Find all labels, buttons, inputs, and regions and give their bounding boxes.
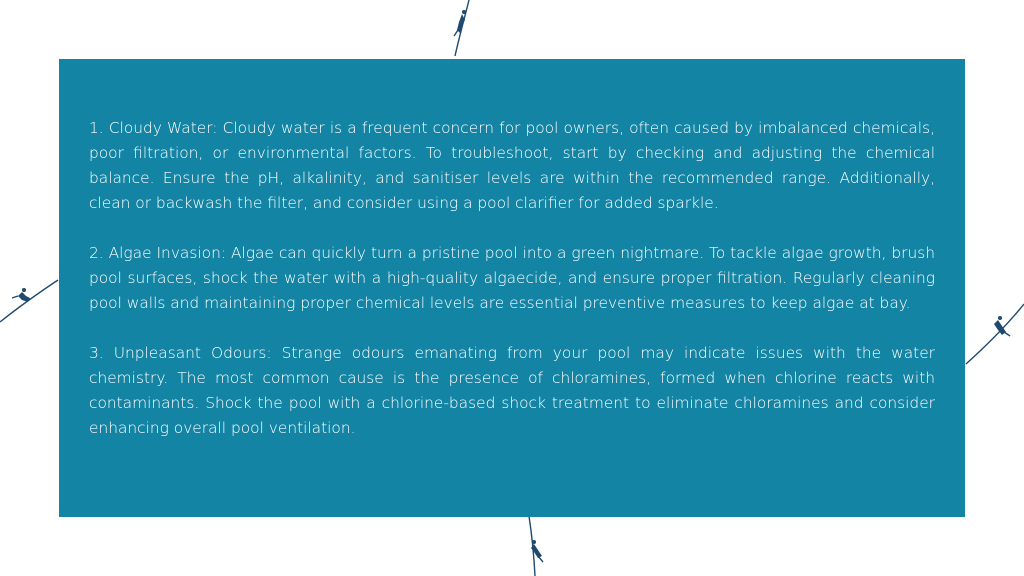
paragraph-cloudy-water: 1. Cloudy Water: Cloudy water is a frequent concern for pool owners, often caused by imbalanced chemicals, poor filtration, or environmental factors. To troubleshoot, start by checking and adjusting the chemical balance. Ensure the pH, alkalinity, and sanitiser levels are within the recommended range. Additionally, clean or backwash the filter, and consider using a pool clarifier for added sparkle. bbox=[89, 119, 935, 212]
diver-figure-icon bbox=[516, 516, 556, 576]
diver-figure-icon bbox=[0, 276, 60, 326]
diver-figure-icon bbox=[964, 302, 1024, 366]
content-panel bbox=[59, 59, 965, 517]
paragraph-unpleasant-odours: 3. Unpleasant Odours: Strange odours emanating from your pool may indicate issues with the water chemistry. The most common cause is the presence of chloramines, formed when chlorine reacts with contaminants. Shock the pool with a chlorine-based shock treatment to eliminate chloramines and consider enhancing overall pool ventilation. bbox=[89, 344, 935, 437]
diver-figure-icon bbox=[440, 0, 480, 60]
paragraph-algae-invasion: 2. Algae Invasion: Algae can quickly turn a pristine pool into a green nightmare. To tackle algae growth, brush pool surfaces, shock the water with a high-quality algaecide, and ensure proper filtration. Regularly cleaning pool walls and maintaining proper chemical levels are essential preventive measures to keep algae at bay. bbox=[89, 244, 935, 312]
